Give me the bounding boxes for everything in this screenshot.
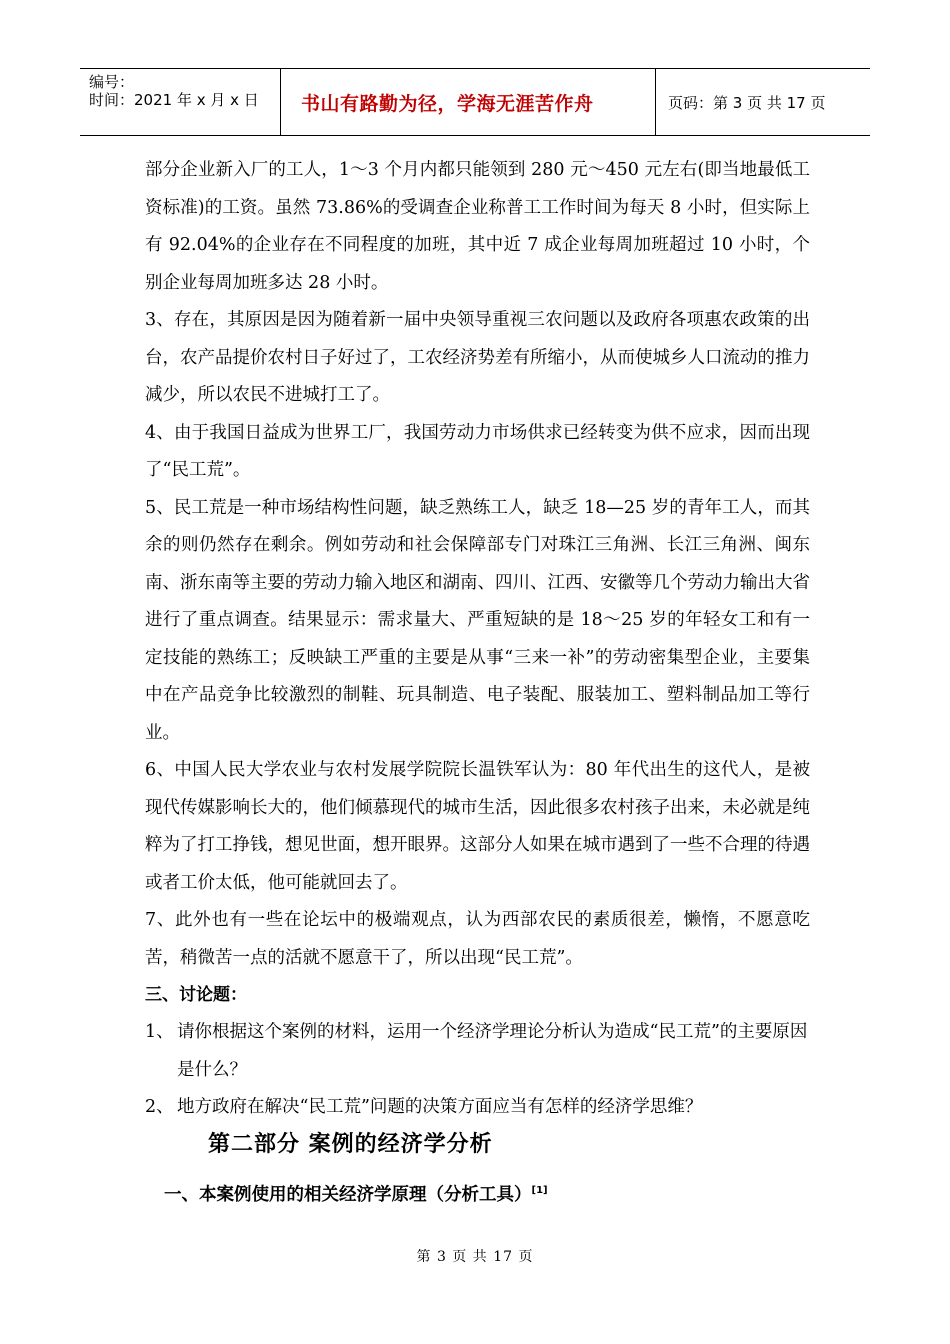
- question-text: 请你根据这个案例的材料，运用一个经济学理论分析认为造成“民工荒”的主要原因是什么？: [177, 1022, 808, 1080]
- paragraph-point-7: 7、此外也有一些在论坛中的极端观点，认为西部农民的素质很差，懒惰，不愿意吃苦，稍微苦一点的活就不愿意干了，所以出现“民工荒”。: [145, 910, 810, 968]
- page-footer: 第 3 页 共 17 页: [416, 1249, 534, 1265]
- header-motto: [281, 69, 656, 135]
- question-text: 地方政府在解决“民工荒”问题的决策方面应当有怎样的经济学思维？: [177, 1097, 703, 1117]
- part-title: 第二部分 案例的经济学分析: [208, 1132, 493, 1157]
- discussion-heading: 三、讨论题：: [145, 985, 247, 1005]
- paragraph-point-4: 4、由于我国日益成为世界工厂，我国劳动力市场供求已经转变为供不应求，因而出现了“民工荒”。: [145, 422, 810, 480]
- paragraph-point-5: 5、民工荒是一种市场结构性问题，缺乏熟练工人，缺乏 18—25 岁的青年工人，而其余的则仍然存在剩余。例如劳动和社会保障部专门对珠江三角洲、长江三角洲、闽东南、浙东南等主要的劳动力输入地区和湖南、四川、江西、安徽等几个劳动力输出大省进行了重点调查。结果显示：需求量大、严重短缺的是 18～25 岁的年轻女工和有一定技能的熟练工；反映缺工严重的主要是从事“三来一补”的劳动密集型企业，主要集中在产品竞争比较激烈的制鞋、玩具制造、电子装配、服装加工、塑料制品加工等行业。: [145, 497, 810, 743]
- discussion-question: [145, 1014, 810, 1089]
- discussion-question: [145, 1089, 810, 1127]
- page-info-text: 页码：第 3 页 共 17 页: [668, 93, 826, 112]
- question-number: 2、: [145, 1097, 174, 1117]
- question-number: 1、: [145, 1022, 174, 1042]
- footnote-reference: [1]: [531, 1185, 548, 1197]
- header-page-info: [656, 69, 870, 135]
- document-body: [145, 152, 810, 1127]
- section-title-text: 一、本案例使用的相关经济学原理（分析工具）: [164, 1185, 532, 1205]
- document-date-label: 时间：2021 年 x 月 x 日: [89, 91, 259, 109]
- header-meta: [80, 69, 281, 135]
- motto-text: 书山有路勤为径，学海无涯苦作舟: [301, 92, 594, 115]
- document-number-label: 编号：: [89, 73, 135, 91]
- section-title: [164, 1181, 548, 1206]
- paragraph-point-6: 6、中国人民大学农业与农村发展学院院长温铁军认为：80 年代出生的这代人，是被现代传媒影响长大的，他们倾慕现代的城市生活，因此很多农村孩子出来，未必就是纯粹为了打工挣钱，想见世面，想开眼界。这部分人如果在城市遇到了一些不合理的待遇或者工价太低，他可能就回去了。: [145, 760, 810, 893]
- page-header: [80, 68, 870, 136]
- paragraph-point-3: 3、存在，其原因是因为随着新一届中央领导重视三农问题以及政府各项惠农政策的出台，农产品提价农村日子好过了，工农经济势差有所缩小，从而使城乡人口流动的推力减少，所以农民不进城打工了。: [145, 310, 810, 405]
- paragraph-continued: 部分企业新入厂的工人，1～3 个月内都只能领到 280 元～450 元左右(即当地最低工资标准)的工资。虽然 73.86%的受调查企业称普工工作时间为每天 8 小时，但实际上有 92.04%的企业存在不同程度的加班，其中近 7 成企业每周加班超过 10 小时，个别企业每周加班多达 28 小时。: [145, 160, 810, 293]
